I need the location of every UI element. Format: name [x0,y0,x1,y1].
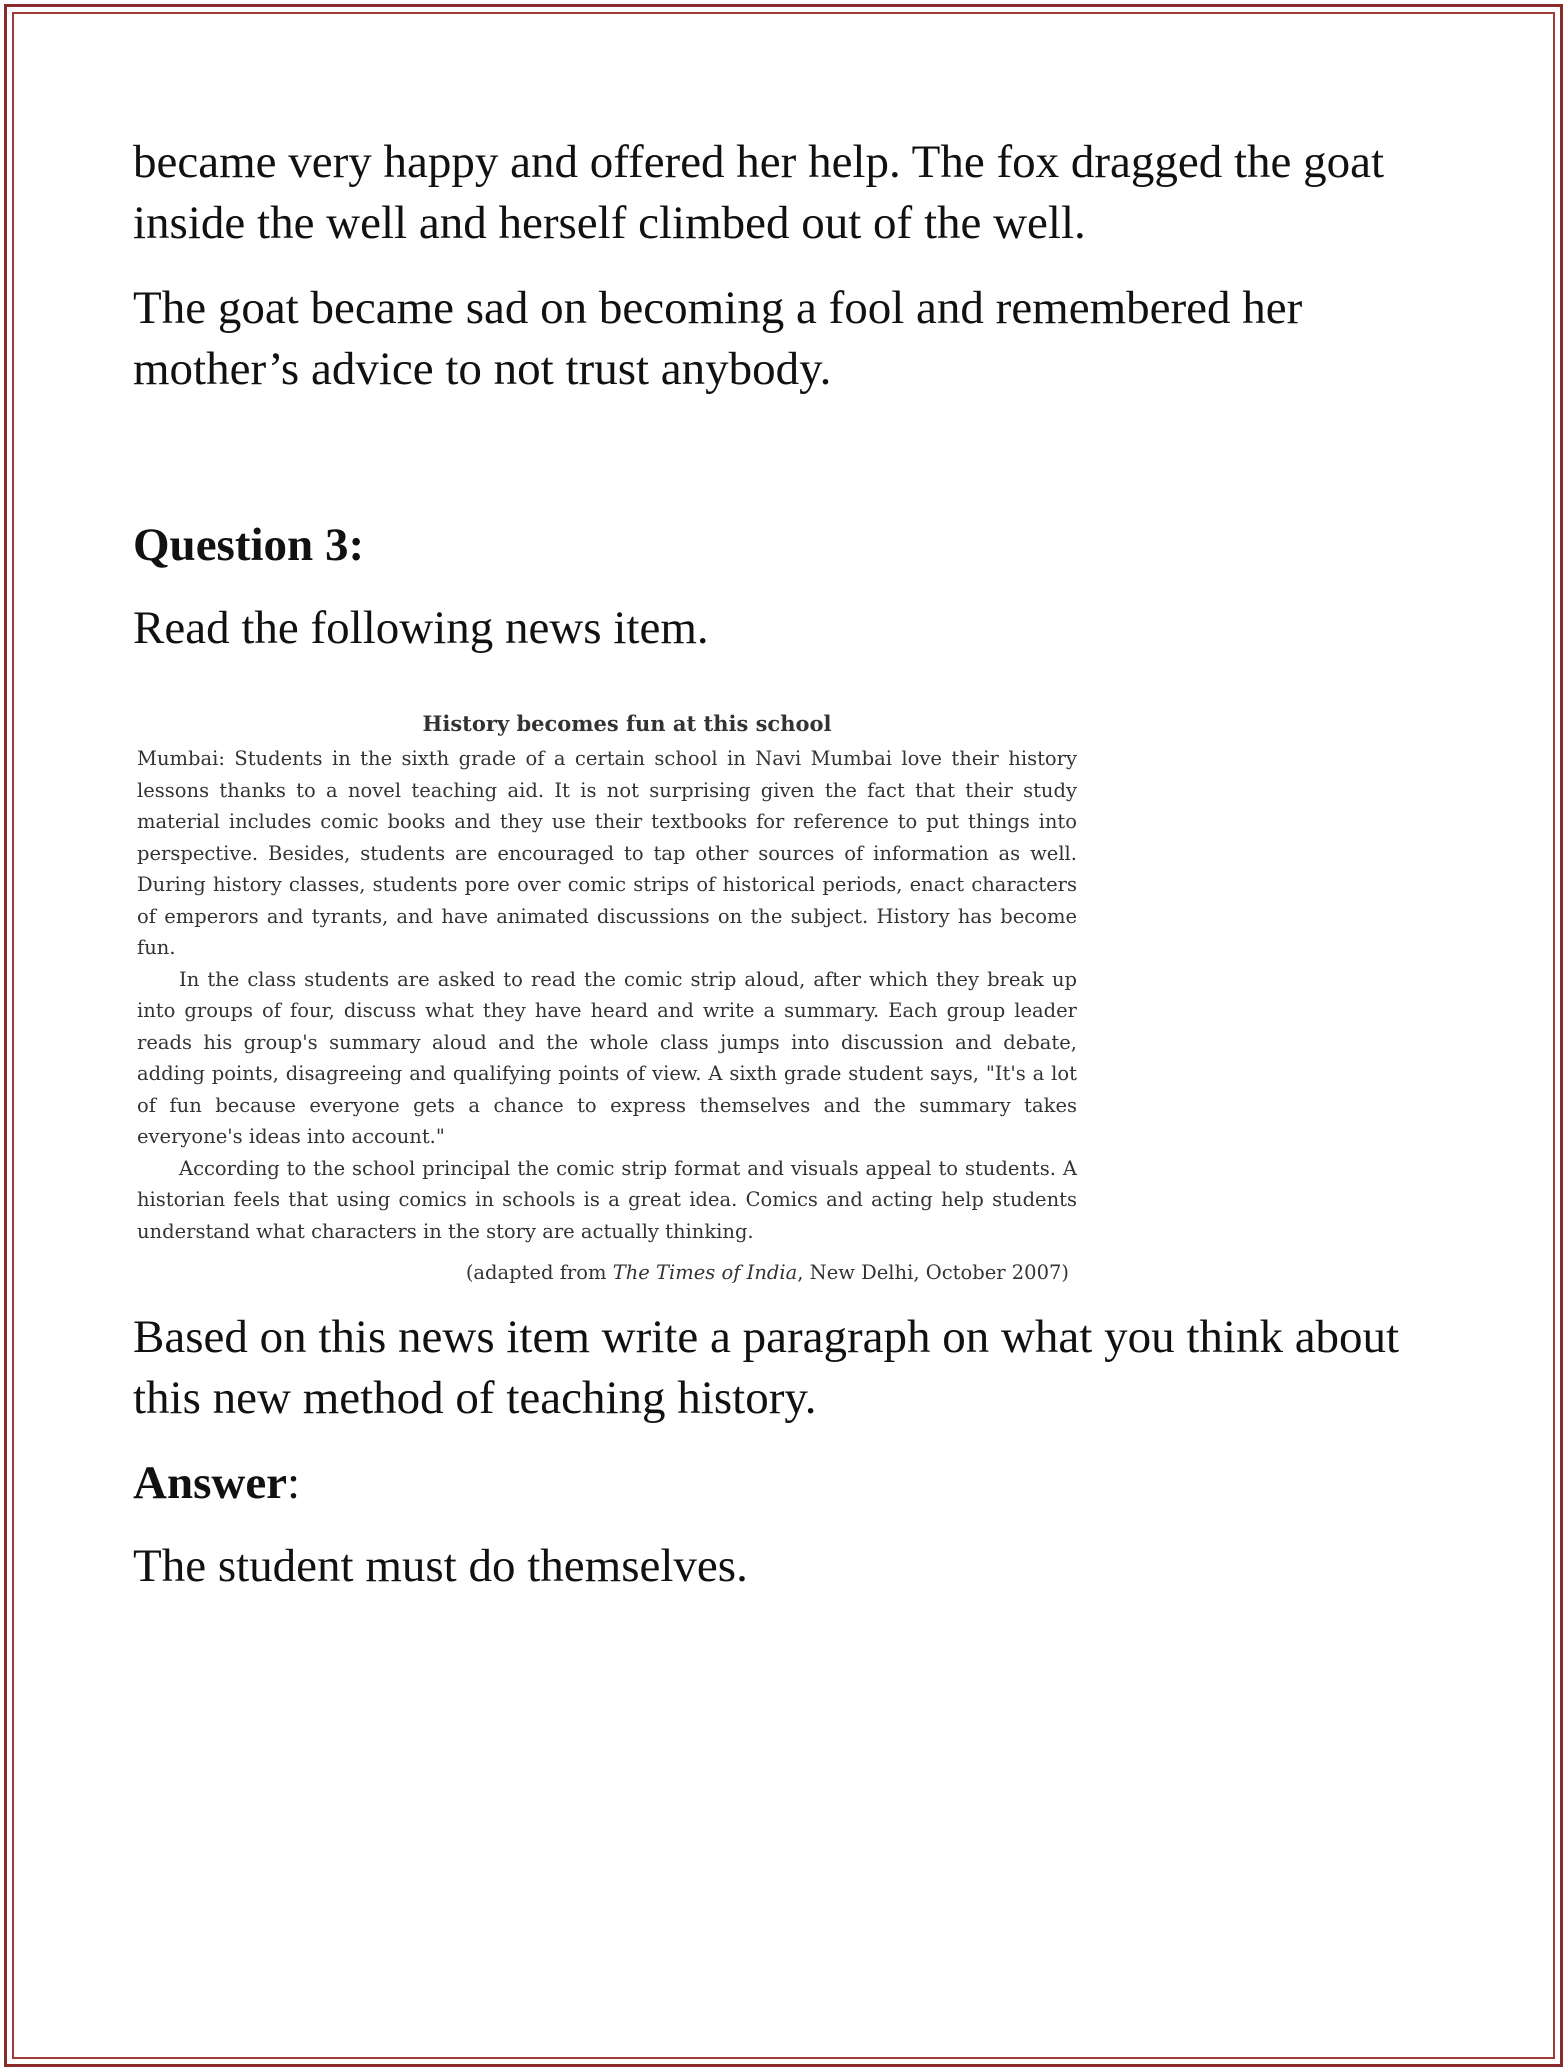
answer-label: Answer [133,1456,288,1509]
answer-colon: : [287,1456,301,1509]
news-source-prefix: (adapted from [465,1261,613,1284]
story-continuation: became very happy and offered her help. The fox dragged the goat inside the well and herself climbed out of the well. [133,136,1385,249]
answer-heading [133,1453,1433,1514]
news-paragraph-2: In the class students are asked to read the comic strip aloud, after which they break up into groups of four, discuss what they have heard and write a summary. Each group leader reads his group's summary aloud and the whole class jumps into discussion and debate, adding points, disagreeing and qualifying points of view. A sixth grade student says, "It's a lot of fun because everyone gets a chance to express themselves and the summary takes everyone's ideas into account." [137,967,1077,1148]
news-source-suffix: , New Delhi, October 2007) [797,1261,1069,1284]
news-source [137,1257,1077,1289]
page-content [133,132,1433,1597]
news-source-publication: The Times of India [612,1261,798,1284]
news-paragraph-1: Mumbai: Students in the sixth grade of a certain school in Navi Mumbai love their history lessons thanks to a novel teaching aid. It is not surprising given the fact that their study material includes comic books and they use their textbooks for reference to put things into perspective. Besides, students are encouraged to tap other sources of information as well. During history classes, students pore over comic strips of historical periods, enact characters of emperors and tyrants, and have animated discussions on the subject. History has become fun. [137,747,1077,959]
news-title: History becomes fun at this school [422,711,832,736]
story-moral: The goat became sad on becoming a fool and remembered her mother’s advice to not trust anybody. [133,282,1303,395]
answer-text: The student must do themselves. [133,1539,748,1592]
news-item [137,709,1077,1289]
question-prompt: Read the following news item. [133,602,709,654]
task-text: Based on this news item write a paragraph on what you think about this new method of teaching history. [133,1310,1400,1424]
question-heading: Question 3: [133,519,365,571]
news-paragraph-3: According to the school principal the comic strip format and visuals appeal to students. A historian feels that using comics in schools is a great idea. Comics and acting help students understand what characters in the story are actually thinking. [137,1156,1077,1243]
